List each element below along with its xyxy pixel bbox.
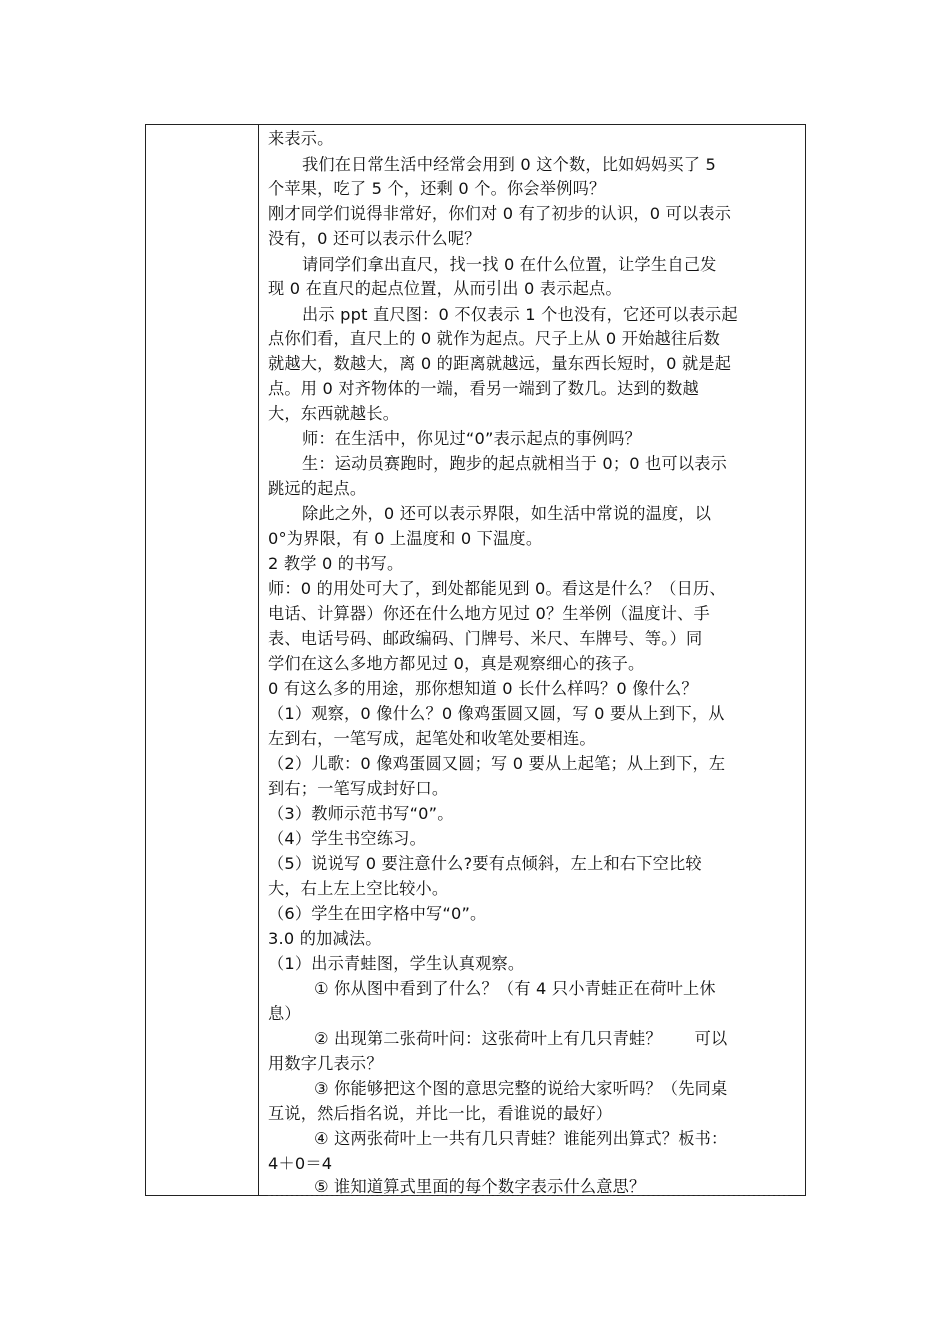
text-line: ① 你从图中看到了什么？（有 4 只小青蛙正在荷叶上休 xyxy=(314,979,716,998)
text-line: 点你们看，直尺上的 0 就作为起点。尺子上从 0 开始越往后数 xyxy=(268,329,721,348)
text-line: 刚才同学们说得非常好，你们对 0 有了初步的认识，0 可以表示 xyxy=(268,204,732,223)
text-line: 现 0 在直尺的起点位置，从而引出 0 表示起点。 xyxy=(268,279,622,298)
text-line: 大，东西就越长。 xyxy=(268,404,400,423)
text-line: 出示 ppt 直尺图：0 不仅表示 1 个也没有，它还可以表示起 xyxy=(302,305,738,324)
equation-line: 4＋0＝4 xyxy=(268,1154,333,1173)
text-line: ③ 你能够把这个图的意思完整的说给大家听吗？（先同桌 xyxy=(314,1079,728,1098)
text-line: 生：运动员赛跑时，跑步的起点就相当于 0；0 也可以表示 xyxy=(302,454,727,473)
text-line: 学们在这么多地方都见过 0，真是观察细心的孩子。 xyxy=(268,654,645,673)
text-line: 0°为界限，有 0 上温度和 0 下温度。 xyxy=(268,529,543,548)
text-line: 大，右上左上空比较小。 xyxy=(268,879,449,898)
text-line: 到右；一笔写成封好口。 xyxy=(268,779,449,798)
text-line: 表、电话号码、邮政编码、门牌号、米尺、车牌号、等。）同 xyxy=(268,629,703,648)
text-line: 息） xyxy=(268,1004,301,1023)
text-line: （4）学生书空练习。 xyxy=(268,829,426,848)
text-line: （6）学生在田字格中写“0”。 xyxy=(268,904,487,923)
text-line: 点。用 0 对齐物体的一端，看另一端到了数几。达到的数越 xyxy=(268,379,699,398)
text-line: （1）观察，0 像什么？0 像鸡蛋圆又圆，写 0 要从上到下，从 xyxy=(268,704,725,723)
text-line: 跳远的起点。 xyxy=(268,479,367,498)
section-heading: 3.0 的加减法。 xyxy=(268,929,382,948)
text-line: 互说，然后指名说，并比一比，看谁说的最好） xyxy=(268,1104,613,1123)
text-line: 来表示。 xyxy=(268,129,334,148)
text-line: 0 有这么多的用途，那你想知道 0 长什么样吗？0 像什么？ xyxy=(268,679,698,698)
text-line: （1）出示青蛙图，学生认真观察。 xyxy=(268,954,525,973)
text-line: （3）教师示范书写“0”。 xyxy=(268,804,454,823)
text-line: ④ 这两张荷叶上一共有几只青蛙？谁能列出算式？板书： xyxy=(314,1129,728,1148)
text-line: （2）儿歌：0 像鸡蛋圆又圆；写 0 要从上起笔；从上到下，左 xyxy=(268,754,726,773)
text-line: 没有，0 还可以表示什么呢？ xyxy=(268,229,481,248)
text-line: 就越大，数越大，离 0 的距离就越远，量东西长短时，0 就是起 xyxy=(268,354,732,373)
dashed-cut-line xyxy=(268,1195,788,1196)
text-line: 个苹果，吃了 5 个，还剩 0 个。你会举例吗？ xyxy=(268,179,606,198)
text-line: ② 出现第二张荷叶问：这张荷叶上有几只青蛙？ 可以 xyxy=(314,1029,728,1048)
text-line: 师：0 的用处可大了，到处都能见到 0。看这是什么？（日历、 xyxy=(268,579,726,598)
section-heading: 2 教学 0 的书写。 xyxy=(268,554,404,573)
text-line: 电话、计算器）你还在什么地方见过 0？生举例（温度计、手 xyxy=(268,604,710,623)
text-line: 请同学们拿出直尺，找一找 0 在什么位置，让学生自己发 xyxy=(302,255,717,274)
lesson-plan-table xyxy=(145,124,806,1196)
text-line: 师：在生活中，你见过“0”表示起点的事例吗？ xyxy=(302,429,642,448)
text-line: 除此之外，0 还可以表示界限，如生活中常说的温度，以 xyxy=(302,504,712,523)
text-line: （5）说说写 0 要注意什么?要有点倾斜，左上和右下空比较 xyxy=(268,854,702,873)
text-line: 用数字几表示？ xyxy=(268,1054,383,1073)
text-line: 左到右，一笔写成，起笔处和收笔处要相连。 xyxy=(268,729,596,748)
text-line: ⑤ 谁知道算式里面的每个数字表示什么意思？ xyxy=(314,1177,646,1196)
text-line: 我们在日常生活中经常会用到 0 这个数，比如妈妈买了 5 xyxy=(302,155,716,174)
left-column-cell xyxy=(146,125,259,1195)
